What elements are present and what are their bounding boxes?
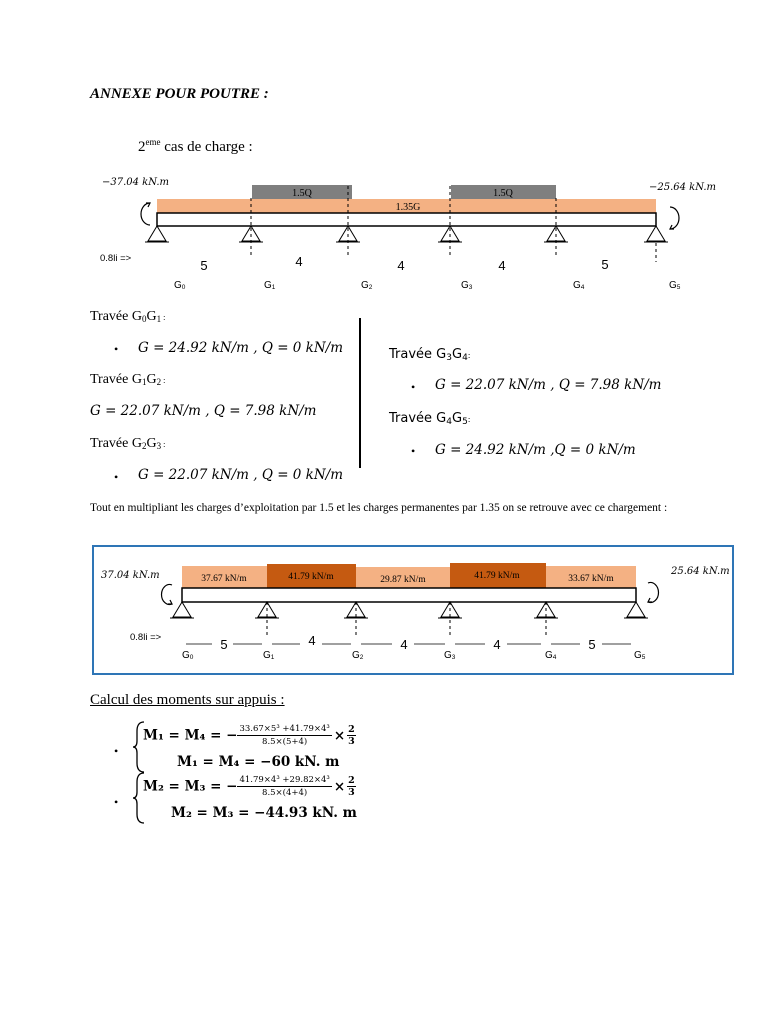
beam-diagram-2	[0, 545, 768, 675]
bullet-icon: •	[114, 795, 119, 809]
span-length-2: 4	[295, 254, 303, 269]
calc-heading: Calcul des moments sur appuis :	[90, 692, 285, 708]
span-length-1: 5	[220, 637, 228, 652]
bullet-icon: •	[411, 444, 416, 458]
moment-result-1: M₁ = M₄ = −60 kN. m	[177, 754, 340, 770]
support-label-g2: G2	[361, 280, 373, 291]
support-label-g1: G1	[263, 650, 275, 661]
support-label-g4: G4	[545, 650, 557, 661]
page-title: ANNEXE POUR POUTRE :	[90, 86, 269, 102]
support-label-g4: G4	[573, 280, 585, 291]
support-axis-lines-2	[267, 602, 546, 636]
support-label-g5: G5	[669, 280, 681, 291]
support-label-g3: G3	[461, 280, 473, 291]
bullet-icon: •	[114, 470, 119, 484]
support-label-g1: G1	[264, 280, 276, 291]
span-heading-g2g3: Travée $G_2G_3$ :	[90, 436, 166, 451]
case-number: 2	[138, 139, 146, 155]
span-loads-g2g3: G = 22.07 kN/m , Q = 0 kN/m	[138, 467, 344, 483]
span-length-1: 5	[200, 258, 208, 273]
span-length-3: 4	[400, 637, 408, 652]
span-loads-g4g5: G = 24.92 kN/m ,Q = 0 kN/m	[435, 442, 636, 458]
beam-1	[157, 213, 656, 226]
support-g0	[145, 226, 169, 242]
span-heading-g0g1: Travée $G_0G_1$ :	[90, 309, 166, 324]
span-heading-g4g5: Travée $G_4G_5$:	[389, 411, 471, 427]
support-label-g5: G5	[634, 650, 646, 661]
support-label-g3: G3	[444, 650, 456, 661]
reduction-label-1: 0.8li =>	[100, 253, 132, 264]
span-length-4: 4	[493, 637, 501, 652]
moment-right-label-2: 25.64 kN.m	[671, 566, 730, 577]
q-load-label-1: 1.5Q	[292, 188, 312, 199]
case-text: cas de charge :	[160, 139, 253, 155]
load-label-2: 41.79 kN/m	[288, 572, 334, 582]
support-label-g0: G0	[182, 650, 194, 661]
g-load-label: 1.35G	[395, 202, 421, 213]
load-label-3: 29.87 kN/m	[380, 575, 426, 585]
moment-result-2: M₂ = M₃ = −44.93 kN. m	[171, 805, 357, 821]
support-g5	[644, 226, 668, 242]
case-superscript: eme	[145, 137, 161, 147]
load-label-4: 41.79 kN/m	[474, 571, 520, 581]
span-heading-g1g2: Travée $G_1G_2$ :	[90, 372, 166, 387]
moment-arrowhead-left-2	[168, 600, 172, 604]
moment-arrowhead-right-2	[648, 598, 652, 602]
span-length-3: 4	[397, 258, 405, 273]
span-length-5: 5	[601, 257, 609, 272]
span-loads-g3g4: G = 22.07 kN/m , Q = 7.98 kN/m	[435, 377, 662, 393]
moment-arrowhead-right	[670, 225, 674, 229]
moment-eq-2: M₂ = M₃ = − $\frac{\text{41.79×4³ +29.82×4³}}{8.5\times(4+4)}$ × $\frac{2}{3}$	[143, 775, 355, 798]
support-label-g0: G0	[174, 280, 186, 291]
load-label-1: 37.67 kN/m	[201, 574, 247, 584]
support-g5	[624, 602, 648, 618]
moment-left-label: −37.04 kN.m	[102, 177, 170, 188]
load-case-heading	[138, 137, 253, 156]
span-length-2: 4	[308, 633, 316, 648]
supports-1	[145, 226, 668, 242]
moment-arrowhead-left	[146, 203, 150, 207]
moment-right-label: −25.64 kN.m	[649, 182, 717, 193]
span-loads-g0g1: G = 24.92 kN/m , Q = 0 kN/m	[138, 340, 344, 356]
moment-left-label-2: 37.04 kN.m	[101, 570, 160, 581]
span-length-5: 5	[588, 637, 596, 652]
span-heading-g3g4: Travée $G_3G_4$:	[389, 347, 471, 363]
support-g0	[170, 602, 194, 618]
bullet-icon: •	[114, 744, 119, 758]
span-length-4: 4	[498, 258, 506, 273]
supports-2	[170, 602, 648, 618]
reduction-label-2: 0.8li =>	[130, 632, 162, 643]
span-loads-g1g2: G = 22.07 kN/m , Q = 7.98 kN/m	[90, 403, 317, 419]
beam-2	[182, 588, 636, 602]
bullet-icon: •	[114, 342, 119, 356]
load-label-5: 33.67 kN/m	[568, 574, 614, 584]
moment-eq-1: M₁ = M₄ = − $\frac{\text{33.67×5³ +41.79×4³}}{8.5\times(5+4)}$ × $\frac{2}{3}$	[143, 724, 355, 747]
bullet-icon: •	[411, 380, 416, 394]
paragraph-load-factors: Tout en multipliant les charges d’exploitation par 1.5 et les charges permanentes par 1.35 on se retrouve avec ce chargement :	[90, 502, 668, 514]
q-load-label-2: 1.5Q	[493, 188, 513, 199]
column-divider	[359, 318, 361, 468]
support-label-g2: G2	[352, 650, 364, 661]
beam-diagram-1	[0, 168, 768, 298]
